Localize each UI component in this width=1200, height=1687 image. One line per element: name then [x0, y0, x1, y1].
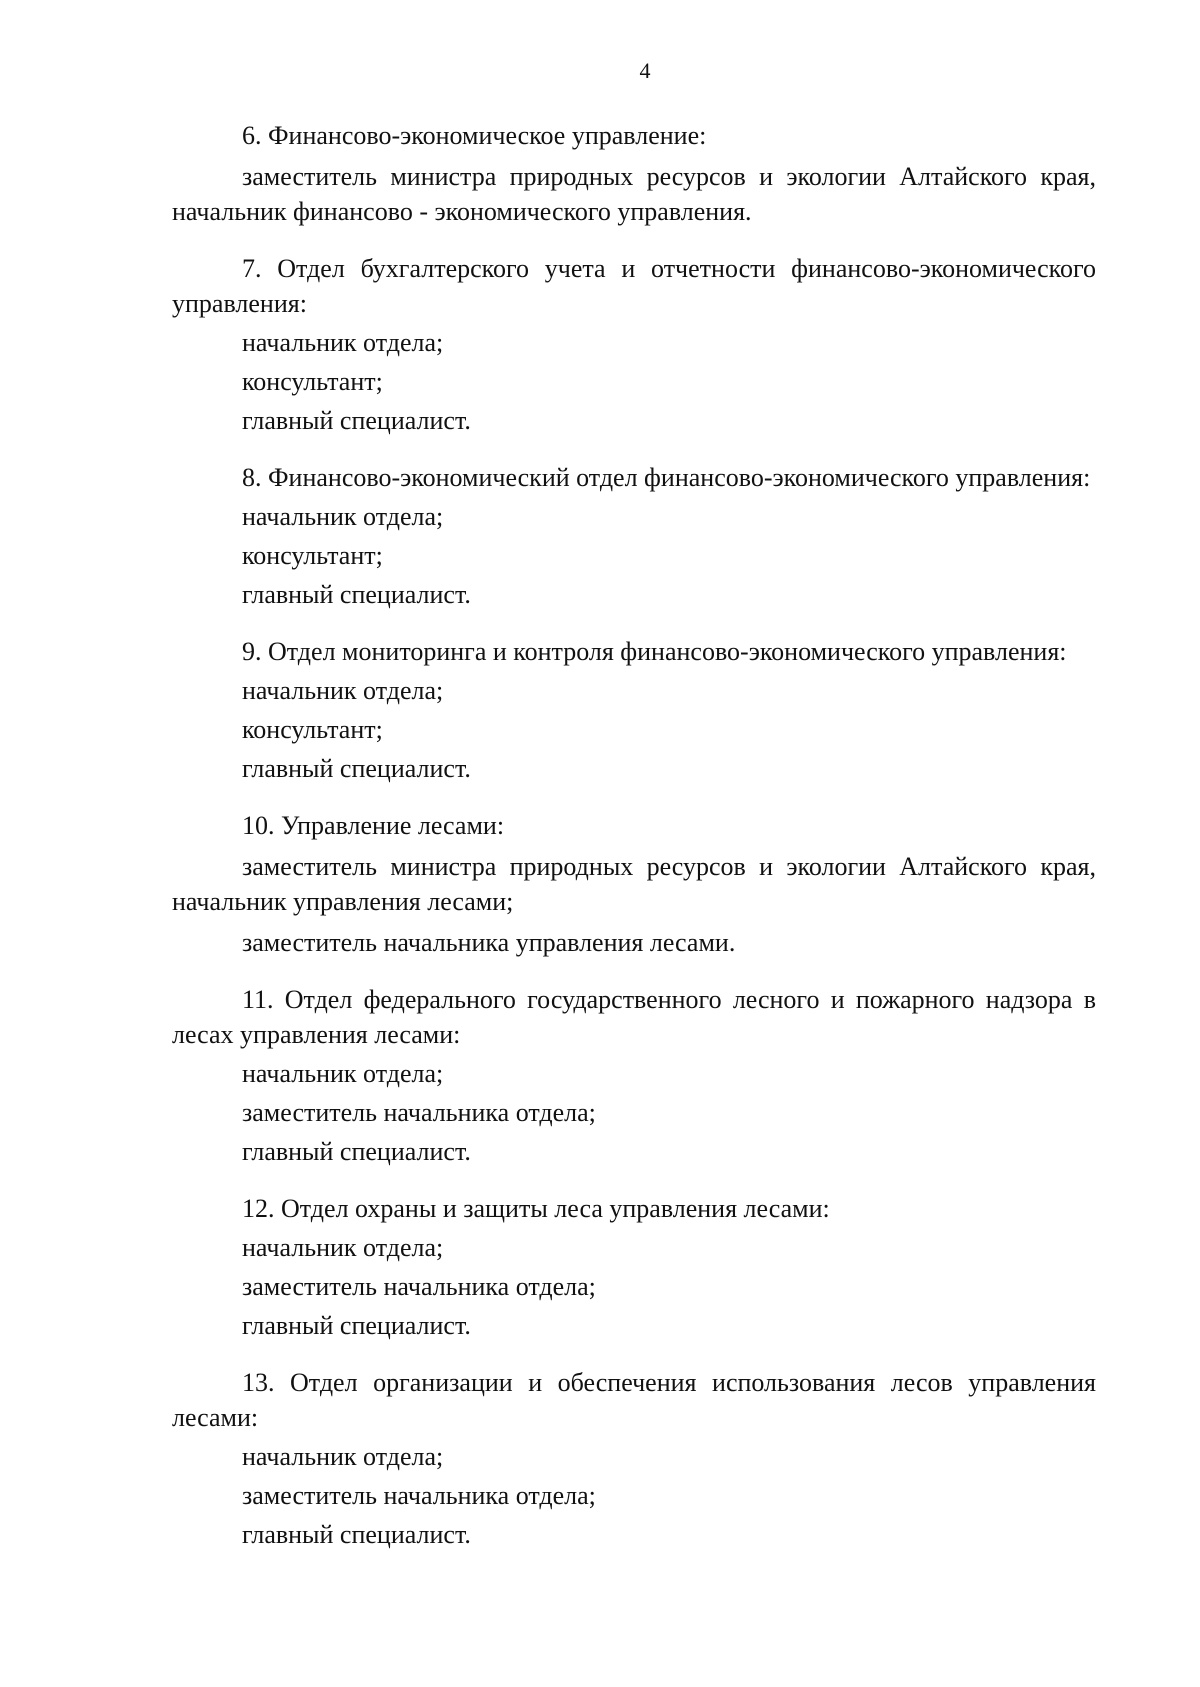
- list-item: главный специалист.: [242, 1311, 471, 1340]
- section-heading: 12. Отдел охраны и защиты леса управления лесами:: [242, 1194, 830, 1223]
- list-item: главный специалист.: [242, 580, 471, 609]
- section-10: [172, 808, 1096, 960]
- list-item: начальник отдела;: [242, 676, 444, 705]
- section-heading: 8. Финансово-экономический отдел финансово-экономического управления:: [242, 463, 1091, 492]
- list-item: начальник отдела;: [242, 1442, 444, 1471]
- list-item: главный специалист.: [242, 754, 471, 783]
- section-heading: 13. Отдел организации и обеспечения использования лесов управления лесами:: [172, 1368, 1096, 1432]
- list-item: главный специалист.: [242, 1520, 471, 1549]
- section-heading: 6. Финансово-экономическое управление:: [242, 121, 707, 150]
- list-item: главный специалист.: [242, 406, 471, 435]
- section-line: заместитель министра природных ресурсов и экологии Алтайского края, начальник финансово - экономического управления.: [172, 162, 1096, 226]
- section-6: [172, 118, 1096, 229]
- section-heading: 11. Отдел федерального государственного лесного и пожарного надзора в лесах управления лесами:: [172, 985, 1096, 1049]
- list-item: начальник отдела;: [242, 1233, 444, 1262]
- list-item: консультант;: [242, 367, 383, 396]
- list-item: заместитель начальника отдела;: [242, 1481, 596, 1510]
- document-body: [172, 118, 1096, 1552]
- list-item: главный специалист.: [242, 1137, 471, 1166]
- section-line: заместитель министра природных ресурсов и экологии Алтайского края, начальник управления лесами;: [172, 852, 1096, 916]
- section-7: [172, 251, 1096, 438]
- list-item: заместитель начальника отдела;: [242, 1098, 596, 1127]
- section-heading: 7. Отдел бухгалтерского учета и отчетности финансово-экономического управления:: [172, 254, 1096, 318]
- section-8: [172, 460, 1096, 612]
- list-item: заместитель начальника отдела;: [242, 1272, 596, 1301]
- section-13: [172, 1365, 1096, 1552]
- list-item: консультант;: [242, 715, 383, 744]
- page-number: 4: [639, 58, 651, 83]
- section-9: [172, 634, 1096, 786]
- section-11: [172, 982, 1096, 1169]
- section-line: заместитель начальника управления лесами.: [242, 928, 736, 957]
- list-item: начальник отдела;: [242, 328, 444, 357]
- list-item: начальник отдела;: [242, 502, 444, 531]
- section-heading: 9. Отдел мониторинга и контроля финансово-экономического управления:: [242, 637, 1067, 666]
- section-12: [172, 1191, 1096, 1343]
- section-heading: 10. Управление лесами:: [242, 811, 505, 840]
- list-item: консультант;: [242, 541, 383, 570]
- list-item: начальник отдела;: [242, 1059, 444, 1088]
